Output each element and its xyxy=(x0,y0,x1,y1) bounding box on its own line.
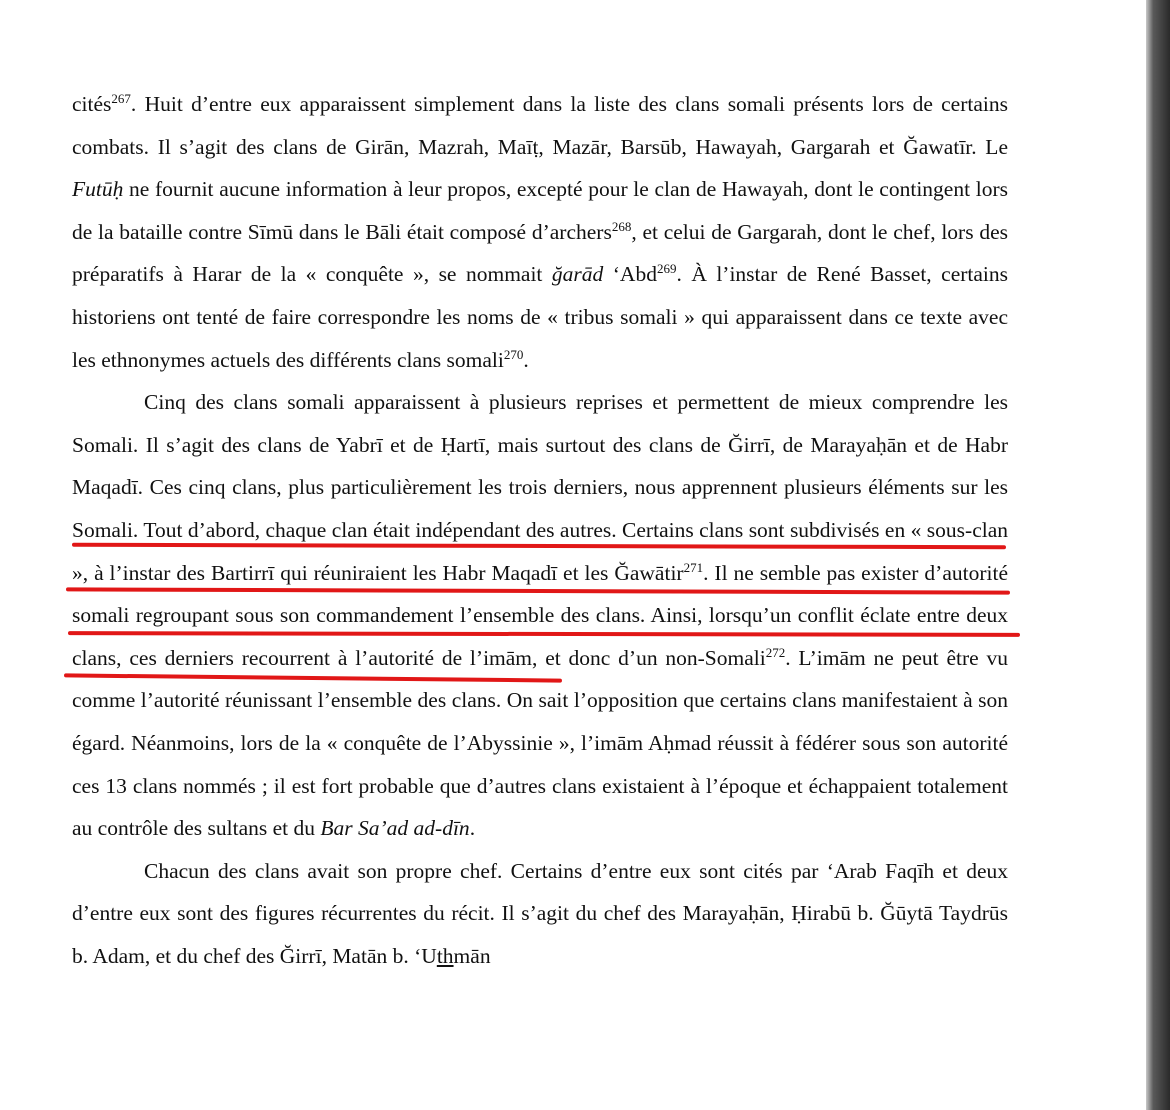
text-run: . xyxy=(469,816,476,841)
text-run: ne fournit aucune information à leur propos, excepté pour le clan de Hawayah, dont le contingent lors de la bataille contre Sīmū dans le Bāli était composé d’archers xyxy=(72,177,1008,244)
italic-text: ğarād xyxy=(551,262,604,287)
text-run: . Huit d’entre eux apparaissent simplement dans la liste des clans somali présents lors de certains combats. Il s’agit des clans de Girān, Mazrah, Maīṭ, Mazār, Barsūb, Hawayah, Gargarah et Ğawatīr. Le xyxy=(72,92,1008,159)
italic-text: Futūḥ xyxy=(72,177,124,202)
paragraph-1 xyxy=(72,83,1008,381)
page-edge-shadow xyxy=(1146,0,1170,1110)
body-text xyxy=(72,83,1008,977)
text-run: Cinq des clans somali apparaissent à plusieurs reprises et permettent de mieux comprendre les Somali. Il s’agit des clans de Yabrī et de Ḥartī, mais surtout des clans de Ğirrī, de Marayaḥān et de Habr Maqadī. Ces cinq clans, plus particulièrement les trois derniers, nous apprennent plusieurs éléments sur les Somali. Tout d’abord, chaque clan était indépendant des autres. Certains clans sont subdivisés en « sous-clan », à l’instar des Bartirrī qui réuniraient les Habr Maqadī et les Ğawātir xyxy=(72,390,1008,585)
text-run: ‘Abd xyxy=(603,262,657,287)
footnote-ref: 267 xyxy=(111,91,131,106)
italic-text: Bar Sa’ad ad-dīn xyxy=(320,816,470,841)
footnote-ref: 268 xyxy=(611,218,632,234)
text-run: . xyxy=(523,347,529,372)
text-run: cités xyxy=(72,92,112,116)
underlined-text: th xyxy=(436,943,454,968)
text-run: mān xyxy=(453,943,491,968)
footnote-ref: 270 xyxy=(503,346,524,362)
text-run: . L’imām ne peut être vu comme l’autorité réunissant l’ensemble des clans. On sait l’opposition que certains clans manifestaient à son égard. Néanmoins, lors de la « conquête de l’Abyssinie », l’imām Aḥmad réussit à fédérer sous son autorité ces 13 clans nommés ; il est fort probable que d’autres clans existaient à l’époque et échappaient totalement au contrôle des sultans et du xyxy=(72,645,1009,841)
paragraph-2 xyxy=(72,381,1008,850)
text-run: . À l’instar de René Basset, certains historiens ont tenté de faire correspondre les noms de « tribus somali » qui apparaissent dans ce texte avec les ethnonymes actuels des différents clans somali xyxy=(72,262,1008,372)
text-run: , et celui de Gargarah, dont le chef, lors des préparatifs à Harar de la « conquête », se nommait xyxy=(72,219,1008,287)
footnote-ref: 269 xyxy=(656,261,677,277)
footnote-ref: 272 xyxy=(765,644,786,660)
footnote-ref: 271 xyxy=(683,559,704,575)
text-run: . Il ne semble pas exister d’autorité somali regroupant sous son commandement l’ensemble des clans. Ainsi, lorsqu’un conflit éclate entre deux clans, ces derniers recourrent à l’autorité de l’imām, et donc d’un non-Somali xyxy=(72,560,1008,670)
paragraph-3 xyxy=(72,850,1008,978)
text-run: Chacun des clans avait son propre chef. Certains d’entre eux sont cités par ‘Arab Faqīh et deux d’entre eux sont des figures récurrentes du récit. Il s’agit du chef des Marayaḥān, Ḥirabū b. Ğūytā Taydrūs b. Adam, et du chef des Ğirrī, Matān b. ‘U xyxy=(72,858,1008,968)
